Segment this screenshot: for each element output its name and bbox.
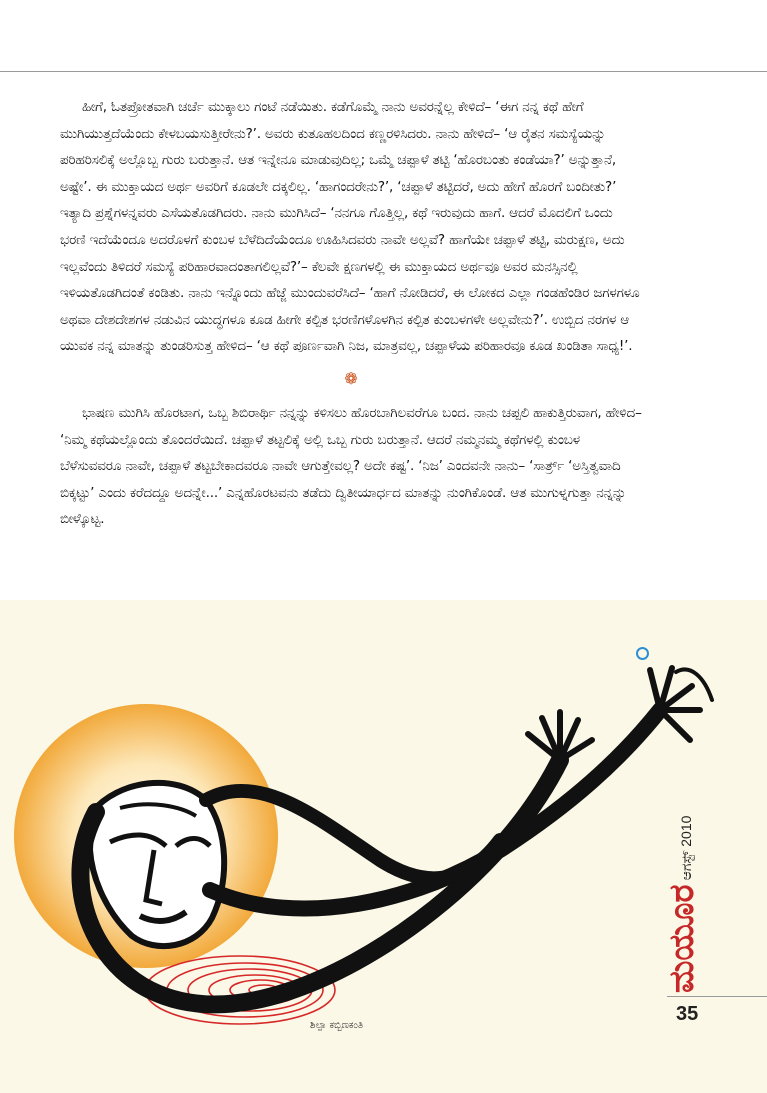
illustration <box>0 600 767 1093</box>
page-number: 35 <box>676 1003 699 1025</box>
issue-date: ಆಗಸ್ಟ್ 2010 <box>678 815 694 881</box>
top-divider-line <box>0 71 767 72</box>
footer-divider-line <box>667 996 767 997</box>
article-paragraph-1: ಹೀಗೆ, ಓತಪ್ರೋತವಾಗಿ ಚರ್ಚೆ ಮುಕ್ಕಾಲು ಗಂಟೆ ನಡೆಯಿತು. ಕಡೆಗೊಮ್ಮೆ ನಾನು ಅವರನ್ನೆಲ್ಲ ಕೇಳಿದೆ– ‘ಈಗ ನನ್ನ ಕಥೆ ಹೇಗೆ ಮುಗಿಯುತ್ತದೆಯೆಂದು ಕೇಳಬಯಸುತ್ತೀರೇನು?’. ಅವರು ಕುತೂಹಲದಿಂದ ಕಣ್ಣರಳಿಸಿದರು. ನಾನು ಹೇಳಿದೆ– ‘ಆ ರೈತನ ಸಮಸ್ಯೆಯನ್ನು ಪರಿಹರಿಸಲಿಕ್ಕೆ ಅಲ್ಲೊಬ್ಬ ಗುರು ಬರುತ್ತಾನೆ. ಆತ ಇನ್ನೇನೂ ಮಾಡುವುದಿಲ್ಲ; ಒಮ್ಮೆ ಚಪ್ಪಾಳೆ ತಟ್ಟಿ ‘ಹೊರಬಂತು ಕಂಡೆಯಾ?’ ಅನ್ನುತ್ತಾನೆ, ಅಷ್ಟೇ’. ಈ ಮುಕ್ತಾಯದ ಅರ್ಥ ಅವರಿಗೆ ಕೂಡಲೇ ದಕ್ಕಲಿಲ್ಲ. ‘ಹಾಗಂದರೇನು?’, ‘ಚಪ್ಪಾಳೆ ತಟ್ಟಿದರೆ, ಅದು ಹೇಗೆ ಹೊರಗೆ ಬಂದೀತು?’ ಇತ್ಯಾದಿ ಪ್ರಶ್ನೆಗಳನ್ನವರು ಎಸೆಯತೊಡಗಿದರು. ನಾನು ಮುಗಿಸಿದೆ– ‘ನನಗೂ ಗೊತ್ತಿಲ್ಲ, ಕಥೆ ಇರುವುದು ಹಾಗೆ. ಆದರೆ ಮೊದಲಿಗೆ ಒಂದು ಭರಣಿ ಇದೆಯೆಂದೂ ಅದರೊಳಗೆ ಕುಂಬಳ ಬೆಳೆದಿದೆಯೆಂದೂ ಊಹಿಸಿದವರು ನಾವೇ ಅಲ್ಲವೆ? ಹಾಗೆಯೇ ಚಪ್ಪಾಳೆ ತಟ್ಟಿ, ಮರುಕ್ಷಣ, ಅದು ಇಲ್ಲವೆಂದು ತಿಳಿದರೆ ಸಮಸ್ಯೆ ಪರಿಹಾರವಾದಂತಾಗಲಿಲ್ಲವೆ?’– ಕೆಲವೇ ಕ್ಷಣಗಳಲ್ಲಿ ಈ ಮುಕ್ತಾಯದ ಅರ್ಥವೂ ಅವರ ಮನಸ್ಸಿನಲ್ಲಿ ಇಳಿಯತೊಡಗಿದಂತೆ ಕಂಡಿತು. ನಾನು ಇನ್ನೊಂದು ಹೆಜ್ಜೆ ಮುಂದುವರೆಸಿದೆ– ‘ಹಾಗೆ ನೋಡಿದರೆ, ಈ ಲೋಕದ ಎಲ್ಲಾ ಗಂಡಹೆಂಡಿರ ಜಗಳಗಳೂ ಅಥವಾ ದೇಶದೇಶಗಳ ನಡುವಿನ ಯುದ್ಧಗಳೂ ಕೂಡ ಹೀಗೇ ಕಲ್ಪಿತ ಭರಣಿಗಳೊಳಗಿನ ಕಲ್ಪಿತ ಕುಂಬಳಗಳೇ ಅಲ್ಲವೇನು?’. ಉಬ್ಬಿದ ನರಗಳ ಆ ಯುವಕ ನನ್ನ ಮಾತನ್ನು ತುಂಡರಿಸುತ್ತ ಹೇಳಿದ– ‘ಆ ಕಥೆ ಪೂರ್ಣವಾಗಿ ನಿಜ, ಮಾತ್ರವಲ್ಲ, ಚಪ್ಪಾಳೆಯ ಪರಿಹಾರವೂ ಕೂಡ ಖಂಡಿತಾ ಸಾಧ್ಯ!’. <box>60 99 640 355</box>
magazine-logo: ಮಯೂರ <box>662 884 702 993</box>
article-body <box>60 94 642 533</box>
section-divider-ornament: ❁ <box>344 368 358 388</box>
blue-bubble-icon <box>636 647 649 660</box>
article-paragraph-2: ಭಾಷಣ ಮುಗಿಸಿ ಹೊರಟಾಗ, ಒಬ್ಬ ಶಿಬಿರಾರ್ಥಿ ನನ್ನನ್ನು ಕಳಿಸಲು ಹೊರಬಾಗಿಲವರೆಗೂ ಬಂದ. ನಾನು ಚಪ್ಪಲಿ ಹಾಕುತ್ತಿರುವಾಗ, ಹೇಳಿದ– ‘ನಿಮ್ಮ ಕಥೆಯಲ್ಲೊಂದು ತೊಂದರೆಯಿದೆ. ಚಪ್ಪಾಳೆ ತಟ್ಟಲಿಕ್ಕೆ ಅಲ್ಲಿ ಒಬ್ಬ ಗುರು ಬರುತ್ತಾನೆ. ಆದರೆ ನಮ್ಮನಮ್ಮ ಕಥೆಗಳಲ್ಲಿ ಕುಂಬಳ ಬೆಳೆಸುವವರೂ ನಾವೇ, ಚಪ್ಪಾಳೆ ತಟ್ಟಬೇಕಾದವರೂ ನಾವೇ ಆಗುತ್ತೇವಲ್ಲ? ಅದೇ ಕಷ್ಟ’. ‘ನಿಜ’ ಎಂದವನೇ ನಾನು– ‘ಸಾರ್ತ್ರ್ ‘ಅಸ್ತಿತ್ವವಾದಿ ಬಿಕ್ಕಟ್ಟು’ ಎಂದು ಕರೆದದ್ದೂ ಅದನ್ನೇ...’ ಎನ್ನಹೊರಟವನು ತಡೆದು ದ್ವಿತೀಯಾರ್ಧದ ಮಾತನ್ನು ನುಂಗಿಕೊಂಡೆ. ಆತ ಮುಗುಳ್ನಗುತ್ತಾ ನನ್ನನ್ನು ಬೀಳ್ಕೊಟ್ಟ. <box>60 404 642 528</box>
illustration-credit: ಶಿಲ್ಪಾ ಕಬ್ಬಿಣಕಂತಿ <box>310 1020 364 1031</box>
